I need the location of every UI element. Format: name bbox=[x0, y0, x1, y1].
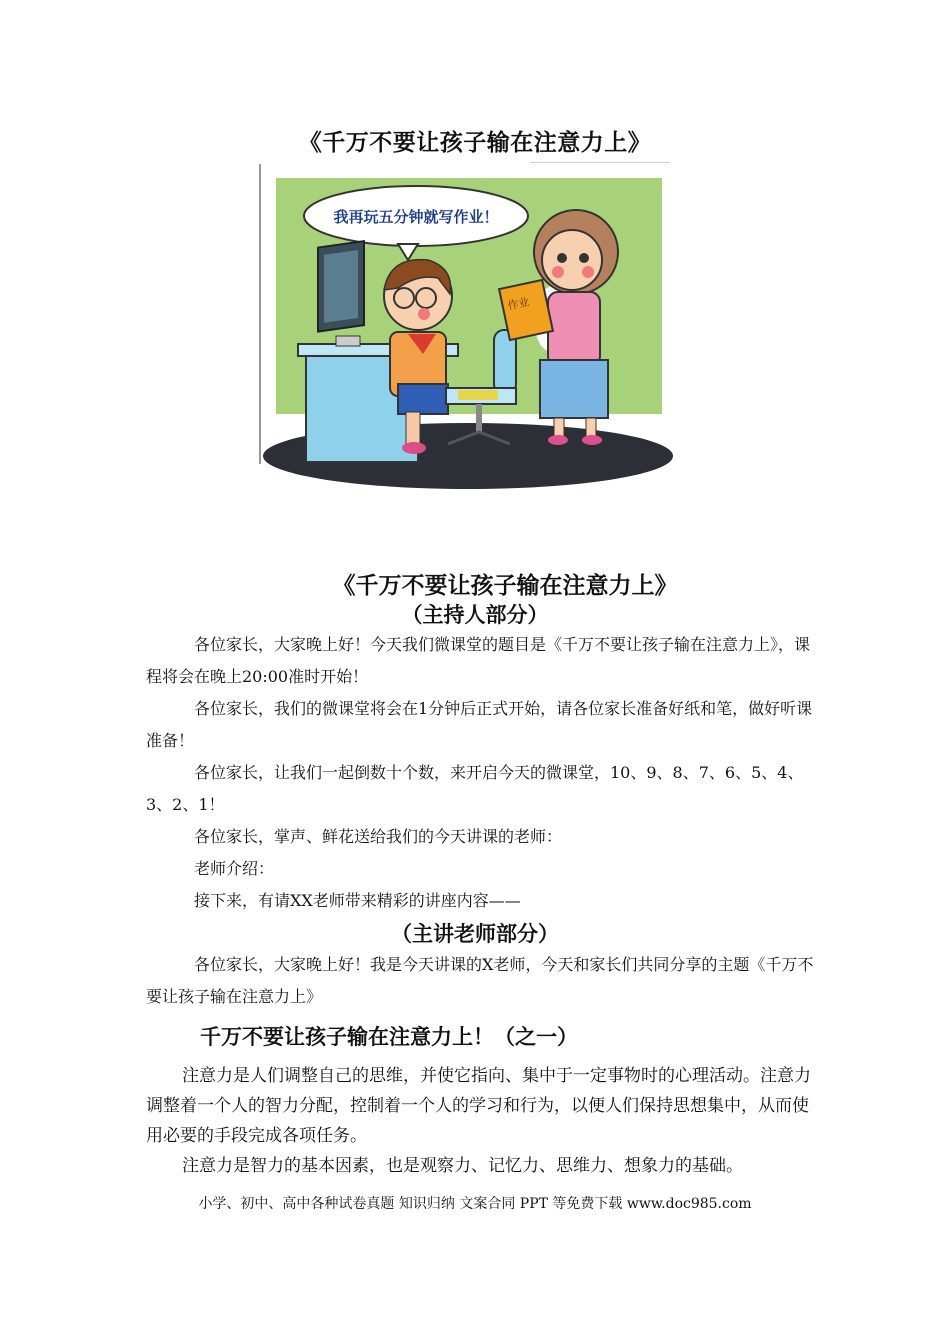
host-paragraph: 各位家长，让我们一起倒数十个数，来开启今天的微课堂，10、9、8、7、6、5、4、3、2、1！ bbox=[146, 763, 804, 814]
homework-book bbox=[499, 280, 553, 340]
footer-text: 小学、初中、高中各种试卷真题 知识归纳 文案合同 PPT 等免费下载 www.doc985.com bbox=[198, 1196, 752, 1212]
host-heading: （主持人部分） bbox=[401, 603, 549, 627]
section-paragraph: 注意力是人们调整自己的思维，并使它指向、集中于一定事物时的心理活动。注意力调整着一个人的智力分配，控制着一个人的学习和行为，以便人们保持思想集中，从而使用必要的手段完成各项任务。 bbox=[146, 1066, 811, 1146]
host-paragraph: 接下来，有请XX老师带来精彩的讲座内容—— bbox=[194, 891, 521, 910]
section-paragraph: 注意力是智力的基本因素，也是观察力、记忆力、思维力、想象力的基础。 bbox=[182, 1156, 743, 1176]
host-paragraph: 各位家长，大家晚上好！今天我们微课堂的题目是《千万不要让孩子输在注意力上》，课程将会在晚上20:00准时开始！ bbox=[146, 635, 811, 686]
cartoon-illustration bbox=[258, 164, 690, 490]
teacher-heading: （主讲老师部分） bbox=[391, 922, 559, 946]
host-paragraph: 各位家长，掌声、鲜花送给我们的今天讲课的老师： bbox=[194, 827, 563, 846]
document-title-main: 《千万不要让孩子输在注意力上》 bbox=[332, 573, 678, 599]
speech-text: 我再玩五分钟就写作业！ bbox=[333, 208, 499, 226]
teacher-paragraph: 各位家长，大家晚上好！我是今天讲课的X老师，今天和家长们共同分享的主题《千万不要让孩子输在注意力上》 bbox=[146, 955, 814, 1006]
section-title: 千万不要让孩子输在注意力上！（之一） bbox=[200, 1025, 578, 1049]
host-paragraph: 老师介绍： bbox=[194, 859, 275, 878]
host-paragraph: 各位家长，我们的微课堂将会在1分钟后正式开始，请各位家长准备好纸和笔，做好听课准备！ bbox=[146, 699, 813, 750]
book-label: 作业 bbox=[506, 295, 531, 313]
title-underline bbox=[530, 162, 670, 163]
document-title-top: 《千万不要让孩子输在注意力上》 bbox=[298, 130, 652, 156]
